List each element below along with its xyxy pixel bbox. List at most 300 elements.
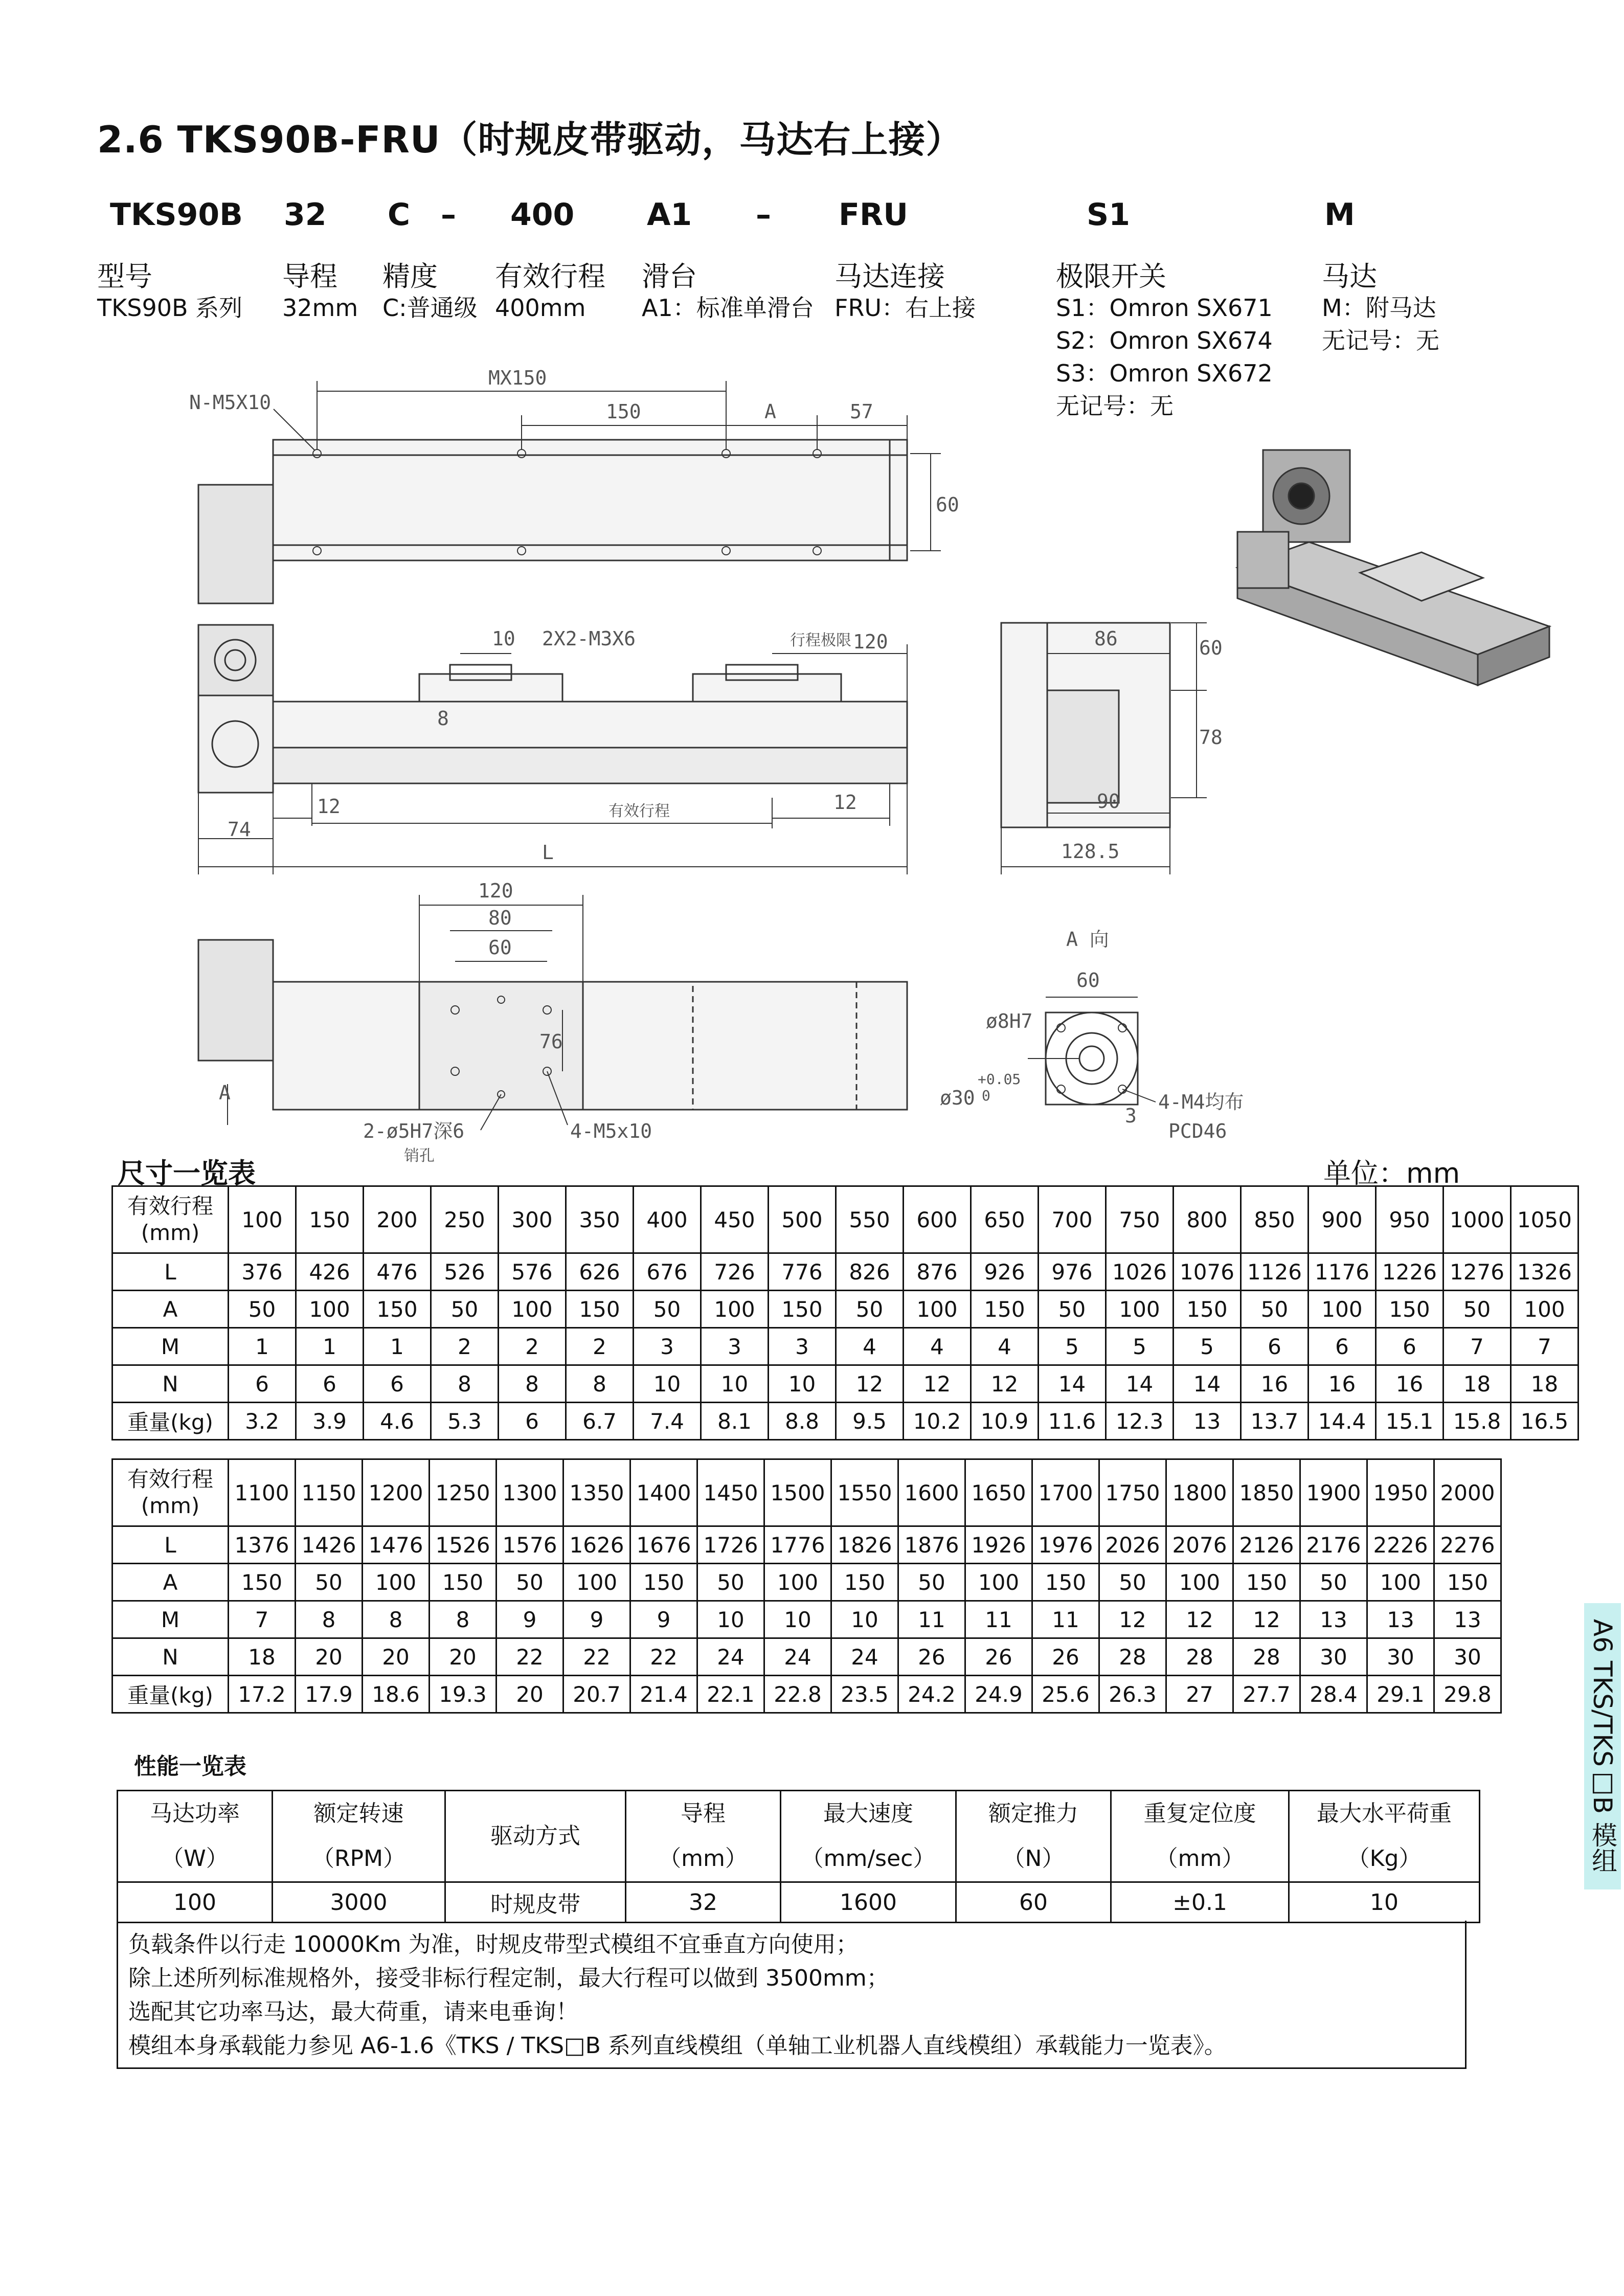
code-lead: 32 [284, 197, 327, 233]
code-motor: M [1324, 197, 1355, 233]
table-cell: 1600 [898, 1459, 965, 1526]
table-cell: 150 [1434, 1564, 1501, 1601]
perf-header-line: 额定转速 [313, 1800, 404, 1827]
aview-pcd: PCD46 [1168, 1120, 1227, 1142]
table-cell: 17.9 [296, 1676, 363, 1713]
code-motor-conn: FRU [839, 197, 908, 233]
dim-120: 120 [853, 631, 888, 653]
table-cell: 1026 [1106, 1253, 1174, 1291]
note-line: 模组本身承载能力参见 A6-1.6《TKS / TKS□B 系列直线模组（单轴工业机器人直线模组）承载能力一览表》。 [128, 2033, 1227, 2059]
perf-value: 32 [626, 1882, 781, 1923]
perf-header [626, 1791, 781, 1882]
perf-value: 60 [956, 1882, 1111, 1923]
dim-pin2: 销孔 [404, 1147, 435, 1165]
code-limit: S1 [1087, 197, 1130, 233]
table-cell: 250 [431, 1186, 499, 1253]
perf-header [781, 1791, 956, 1882]
table-cell: 1226 [1376, 1253, 1443, 1291]
table-cell: 600 [904, 1186, 971, 1253]
aview-tol: +0.05 [978, 1071, 1021, 1088]
perf-header-line: （mm） [659, 1845, 748, 1872]
table-cell: 50 [431, 1291, 499, 1328]
table-row [112, 1291, 1578, 1328]
table-row [112, 1526, 1501, 1564]
row-label: A [112, 1291, 229, 1328]
table-cell: 12 [971, 1365, 1039, 1403]
table-cell: 26.3 [1099, 1676, 1166, 1713]
table-cell: 2226 [1367, 1526, 1434, 1564]
note-line: 除上述所列标准规格外，接受非标行程定制，最大行程可以做到 3500mm； [128, 1965, 889, 1991]
heading-lead: 导程 [282, 260, 337, 292]
dim-60: 60 [936, 493, 959, 516]
table-cell: 28 [1099, 1638, 1166, 1676]
dim-stroke-label: 有效行程 [608, 802, 670, 820]
table-cell: 1676 [630, 1526, 697, 1564]
table-cell: 8.8 [769, 1403, 836, 1440]
table-cell: 4 [971, 1328, 1039, 1365]
table-cell: 100 [1367, 1564, 1434, 1601]
table-cell: 14 [1174, 1365, 1241, 1403]
table-cell: 13 [1367, 1601, 1434, 1638]
table-cell: 1 [364, 1328, 431, 1365]
table-cell: 12 [836, 1365, 904, 1403]
dim-90: 90 [1097, 790, 1120, 813]
table-cell: 3.9 [296, 1403, 364, 1440]
table-cell: 150 [971, 1291, 1039, 1328]
dim-78: 78 [1199, 726, 1223, 749]
table-cell: 100 [296, 1291, 364, 1328]
row-label: L [112, 1526, 229, 1564]
table-cell: 8 [566, 1365, 634, 1403]
table-row [112, 1253, 1578, 1291]
table-cell: 100 [363, 1564, 430, 1601]
table-cell: 3 [701, 1328, 769, 1365]
table-cell: 13 [1174, 1403, 1241, 1440]
table-cell: 6.7 [566, 1403, 634, 1440]
row-label: N [112, 1638, 229, 1676]
page-title: 2.6 TKS90B-FRU（时规皮带驱动，马达右上接） [97, 118, 963, 161]
table-cell: 650 [971, 1186, 1039, 1253]
row-label: A [112, 1564, 229, 1601]
table-cell: 1450 [697, 1459, 764, 1526]
table-cell: 10 [701, 1365, 769, 1403]
table-cell: 50 [1039, 1291, 1106, 1328]
table-cell: 350 [566, 1186, 634, 1253]
aview-m4: 4-M4均布 [1158, 1091, 1244, 1113]
table-cell: 19.3 [430, 1676, 497, 1713]
table-cell: 150 [1376, 1291, 1443, 1328]
limit-desc-s1: S1：Omron SX671 [1056, 294, 1273, 322]
table-cell: 6 [1241, 1328, 1309, 1365]
table-cell: 12 [1166, 1601, 1233, 1638]
table-cell: 4 [836, 1328, 904, 1365]
heading-model: 型号 [97, 260, 152, 292]
perf-header-line: （W） [161, 1845, 229, 1872]
table-cell: 13 [1300, 1601, 1367, 1638]
module-body-top [273, 440, 907, 560]
dim-L: L [542, 841, 554, 864]
table-cell: 4 [904, 1328, 971, 1365]
aview-60: 60 [1076, 969, 1100, 992]
perf-header-line: （N） [1002, 1845, 1065, 1872]
table-cell: 12 [1099, 1601, 1166, 1638]
table-cell: 100 [965, 1564, 1032, 1601]
table-cell: 150 [430, 1564, 497, 1601]
performance-table [117, 1790, 1480, 1923]
table-cell: 1526 [430, 1526, 497, 1564]
table-cell: 10.9 [971, 1403, 1039, 1440]
limit-desc-s2: S2：Omron SX674 [1056, 327, 1273, 354]
table-cell: 100 [904, 1291, 971, 1328]
table-cell: 2176 [1300, 1526, 1367, 1564]
table-cell: 16 [1376, 1365, 1443, 1403]
table-cell: 10 [769, 1365, 836, 1403]
table-cell: 5 [1039, 1328, 1106, 1365]
table-cell: 676 [634, 1253, 701, 1291]
table-cell: 2000 [1434, 1459, 1501, 1526]
table-cell: 150 [566, 1291, 634, 1328]
aview-tol0: 0 [982, 1087, 990, 1104]
perf-header-line: （RPM） [311, 1845, 406, 1872]
table-cell: 6 [499, 1403, 566, 1440]
table-row [112, 1365, 1578, 1403]
table-cell: 20 [430, 1638, 497, 1676]
dim-10: 10 [492, 627, 515, 650]
motor-desc-m: M：附马达 [1322, 294, 1436, 322]
table-cell: 50 [1443, 1291, 1511, 1328]
table-cell: 1426 [296, 1526, 363, 1564]
dim-76: 76 [539, 1030, 563, 1053]
perf-header [1289, 1791, 1480, 1882]
table-cell: 2026 [1099, 1526, 1166, 1564]
slide-desc: A1：标准单滑台 [642, 294, 814, 322]
heading-precision: 精度 [382, 260, 438, 292]
table-cell: 14 [1039, 1365, 1106, 1403]
table-cell: 5 [1174, 1328, 1241, 1365]
technical-drawing [0, 348, 1624, 1176]
perf-header-line: （Kg） [1347, 1845, 1422, 1872]
table-cell: 150 [364, 1291, 431, 1328]
table-cell: 450 [701, 1186, 769, 1253]
table-cell: 10 [764, 1601, 831, 1638]
table-cell: 17.2 [229, 1676, 296, 1713]
table-cell: 1176 [1309, 1253, 1376, 1291]
table-cell: 1626 [563, 1526, 630, 1564]
code-dash: – [756, 197, 771, 233]
perf-header-line: （mm/sec） [801, 1845, 936, 1872]
table-cell: 150 [229, 1564, 296, 1601]
table-cell: 6 [1376, 1328, 1443, 1365]
perf-header [1111, 1791, 1289, 1882]
table-cell: 10 [634, 1365, 701, 1403]
table-cell: 50 [1099, 1564, 1166, 1601]
dim-120-bottom: 120 [478, 880, 513, 902]
row-label: 重量(kg) [112, 1403, 229, 1440]
table-cell: 6 [229, 1365, 296, 1403]
table-cell: 8 [363, 1601, 430, 1638]
table-cell: 576 [499, 1253, 566, 1291]
table-cell: 29.8 [1434, 1676, 1501, 1713]
limit-desc-s3: S3：Omron SX672 [1056, 359, 1273, 387]
heading-stroke: 有效行程 [495, 260, 605, 292]
table-cell: 13 [1434, 1601, 1501, 1638]
dim-limit: 行程极限 [790, 632, 851, 649]
table-cell: 150 [769, 1291, 836, 1328]
perf-value: 1600 [781, 1882, 956, 1923]
aview-8: ø8H7 [986, 1010, 1033, 1032]
aview-title: A 向 [1066, 928, 1109, 951]
table-cell: 1500 [764, 1459, 831, 1526]
table-cell: 18 [1443, 1365, 1511, 1403]
table-cell: 1250 [430, 1459, 497, 1526]
table-row [112, 1601, 1501, 1638]
table-cell: 11.6 [1039, 1403, 1106, 1440]
perf-header-line: 驱动方式 [490, 1823, 580, 1849]
table-cell: 876 [904, 1253, 971, 1291]
table-cell: 150 [831, 1564, 898, 1601]
perf-value: 100 [118, 1882, 273, 1923]
table-cell: 22 [497, 1638, 563, 1676]
table-cell: 100 [229, 1186, 296, 1253]
table-cell: 1276 [1443, 1253, 1511, 1291]
code-precision: C [388, 197, 411, 233]
table-cell: 1050 [1511, 1186, 1578, 1253]
table-cell: 26 [898, 1638, 965, 1676]
side-section-tab [1584, 1603, 1621, 1889]
perf-value: 10 [1289, 1882, 1480, 1923]
dim-12b: 12 [833, 791, 857, 814]
table-cell: 100 [764, 1564, 831, 1601]
table-cell: 976 [1039, 1253, 1106, 1291]
table-cell: 700 [1039, 1186, 1106, 1253]
table-cell: 1350 [563, 1459, 630, 1526]
table-cell: 550 [836, 1186, 904, 1253]
table-cell: 26 [965, 1638, 1032, 1676]
table-cell: 1100 [229, 1459, 296, 1526]
dim-60-bottom: 60 [488, 936, 512, 959]
table-cell: 25.6 [1032, 1676, 1099, 1713]
table-cell: 1300 [497, 1459, 563, 1526]
table-cell: 24 [831, 1638, 898, 1676]
table-cell: 3 [634, 1328, 701, 1365]
row-label: 有效行程 (mm) [112, 1459, 229, 1526]
table-cell: 1326 [1511, 1253, 1578, 1291]
table-cell: 30 [1367, 1638, 1434, 1676]
table-cell: 10 [831, 1601, 898, 1638]
table-cell: 27.7 [1233, 1676, 1300, 1713]
table-cell: 2 [499, 1328, 566, 1365]
table-cell: 2076 [1166, 1526, 1233, 1564]
dim-57: 57 [850, 400, 873, 423]
perf-header [273, 1791, 445, 1882]
side-tab-label: A6 TKS/TKS□B 模组 [1588, 1619, 1617, 1874]
table-cell: 900 [1309, 1186, 1376, 1253]
table-cell: 9.5 [836, 1403, 904, 1440]
aview-3: 3 [1125, 1105, 1137, 1127]
table-cell: 9 [563, 1601, 630, 1638]
table-cell: 50 [697, 1564, 764, 1601]
table-cell: 150 [1233, 1564, 1300, 1601]
table-cell: 1550 [831, 1459, 898, 1526]
motor-conn-desc: FRU：右上接 [834, 294, 976, 322]
perf-header-line: 最大水平荷重 [1317, 1800, 1452, 1827]
table-cell: 300 [499, 1186, 566, 1253]
product-3d-render [1237, 450, 1549, 685]
table-cell: 2 [431, 1328, 499, 1365]
table-cell: 100 [701, 1291, 769, 1328]
perf-header-line: 额定推力 [988, 1800, 1078, 1827]
table-cell: 15.8 [1443, 1403, 1511, 1440]
row-label: M [112, 1328, 229, 1365]
table-cell: 12.3 [1106, 1403, 1174, 1440]
table-cell: 22 [630, 1638, 697, 1676]
table-cell: 1200 [363, 1459, 430, 1526]
table-row [112, 1186, 1578, 1253]
table-cell: 100 [1166, 1564, 1233, 1601]
table-cell: 1826 [831, 1526, 898, 1564]
table-cell: 2126 [1233, 1526, 1300, 1564]
dim-section-title: 尺寸一览表 [118, 1157, 256, 1189]
table-cell: 22.1 [697, 1676, 764, 1713]
table-cell: 5.3 [431, 1403, 499, 1440]
table-cell: 1976 [1032, 1526, 1099, 1564]
table-cell: 50 [634, 1291, 701, 1328]
table-cell: 1576 [497, 1526, 563, 1564]
table-cell: 150 [1032, 1564, 1099, 1601]
table-cell: 8.1 [701, 1403, 769, 1440]
table-cell: 21.4 [630, 1676, 697, 1713]
table-cell: 12 [1233, 1601, 1300, 1638]
table-cell: 24 [764, 1638, 831, 1676]
table-cell: 5 [1106, 1328, 1174, 1365]
table-cell: 24.9 [965, 1676, 1032, 1713]
table-cell: 100 [1511, 1291, 1578, 1328]
table-cell: 16 [1309, 1365, 1376, 1403]
table-cell: 50 [229, 1291, 296, 1328]
perf-header-line: 马达功率 [150, 1800, 240, 1827]
table-cell: 750 [1106, 1186, 1174, 1253]
table-cell: 24 [697, 1638, 764, 1676]
table-cell: 1850 [1233, 1459, 1300, 1526]
table-cell: 8 [430, 1601, 497, 1638]
table-row [118, 1882, 1480, 1923]
note-line: 选配其它功率马达，最大荷重，请来电垂询！ [128, 1999, 578, 2025]
table-cell: 1926 [965, 1526, 1032, 1564]
precision-desc: C:普通级 [382, 294, 478, 322]
table-cell: 7.4 [634, 1403, 701, 1440]
table-cell: 1900 [1300, 1459, 1367, 1526]
table-cell: 376 [229, 1253, 296, 1291]
table-cell: 20 [497, 1676, 563, 1713]
dim-150: 150 [606, 400, 641, 423]
table-row [112, 1564, 1501, 1601]
table-cell: 1 [229, 1328, 296, 1365]
table-cell: 29.1 [1367, 1676, 1434, 1713]
table-cell: 28 [1166, 1638, 1233, 1676]
table-cell: 100 [499, 1291, 566, 1328]
table-cell: 826 [836, 1253, 904, 1291]
table-cell: 7 [1443, 1328, 1511, 1365]
dimension-table-1 [111, 1185, 1579, 1440]
table-cell: 11 [965, 1601, 1032, 1638]
table-cell: 28 [1233, 1638, 1300, 1676]
table-cell: 7 [1511, 1328, 1578, 1365]
table-cell: 1800 [1166, 1459, 1233, 1526]
heading-slide: 滑台 [642, 260, 697, 292]
row-label: L [112, 1253, 229, 1291]
table-cell: 8 [499, 1365, 566, 1403]
table-cell: 1400 [630, 1459, 697, 1526]
table-cell: 950 [1376, 1186, 1443, 1253]
table-cell: 18.6 [363, 1676, 430, 1713]
table-cell: 27 [1166, 1676, 1233, 1713]
table-cell: 1476 [363, 1526, 430, 1564]
table-cell: 1950 [1367, 1459, 1434, 1526]
table-cell: 476 [364, 1253, 431, 1291]
table-cell: 6 [296, 1365, 364, 1403]
table-cell: 50 [296, 1564, 363, 1601]
table-cell: 1150 [296, 1459, 363, 1526]
table-cell: 1700 [1032, 1459, 1099, 1526]
table-row [112, 1403, 1578, 1440]
dim-m5: 4-M5x10 [570, 1120, 652, 1142]
table-cell: 100 [1309, 1291, 1376, 1328]
dim-section-unit: 单位：mm [1323, 1157, 1460, 1189]
dim-mx150: MX150 [488, 367, 547, 389]
table-cell: 4.6 [364, 1403, 431, 1440]
table-cell: 100 [563, 1564, 630, 1601]
heading-motor: 马达 [1322, 260, 1377, 292]
table-cell: 26 [1032, 1638, 1099, 1676]
table-cell: 3.2 [229, 1403, 296, 1440]
table-cell: 2 [566, 1328, 634, 1365]
perf-header-line: 最大速度 [823, 1800, 913, 1827]
table-cell: 926 [971, 1253, 1039, 1291]
perf-value: 时规皮带 [445, 1882, 626, 1923]
table-cell: 10.2 [904, 1403, 971, 1440]
row-label: N [112, 1365, 229, 1403]
table-cell: 1 [296, 1328, 364, 1365]
table-cell: 15.1 [1376, 1403, 1443, 1440]
notes-box [117, 1921, 1467, 2069]
table-cell: 24.2 [898, 1676, 965, 1713]
dim-pin: 2-ø5H7深6 [363, 1120, 465, 1142]
table-cell: 426 [296, 1253, 364, 1291]
row-label: M [112, 1601, 229, 1638]
perf-header-line: 导程 [681, 1800, 726, 1827]
table-row [118, 1791, 1480, 1882]
perf-header [956, 1791, 1111, 1882]
table-cell: 1076 [1174, 1253, 1241, 1291]
dimension-table-2 [111, 1458, 1502, 1714]
dim-128: 128.5 [1061, 840, 1120, 863]
table-cell: 8 [431, 1365, 499, 1403]
perf-value: ±0.1 [1111, 1882, 1289, 1923]
table-cell: 1650 [965, 1459, 1032, 1526]
limit-desc-none: 无记号：无 [1056, 392, 1174, 420]
table-cell: 400 [634, 1186, 701, 1253]
table-cell: 1000 [1443, 1186, 1511, 1253]
perf-header-line: 重复定位度 [1143, 1800, 1256, 1827]
table-cell: 10 [697, 1601, 764, 1638]
heading-limit: 极限开关 [1056, 260, 1166, 292]
table-cell: 6 [1309, 1328, 1376, 1365]
table-cell: 1726 [697, 1526, 764, 1564]
table-cell: 800 [1174, 1186, 1241, 1253]
table-cell: 200 [364, 1186, 431, 1253]
table-cell: 7 [229, 1601, 296, 1638]
table-cell: 1750 [1099, 1459, 1166, 1526]
